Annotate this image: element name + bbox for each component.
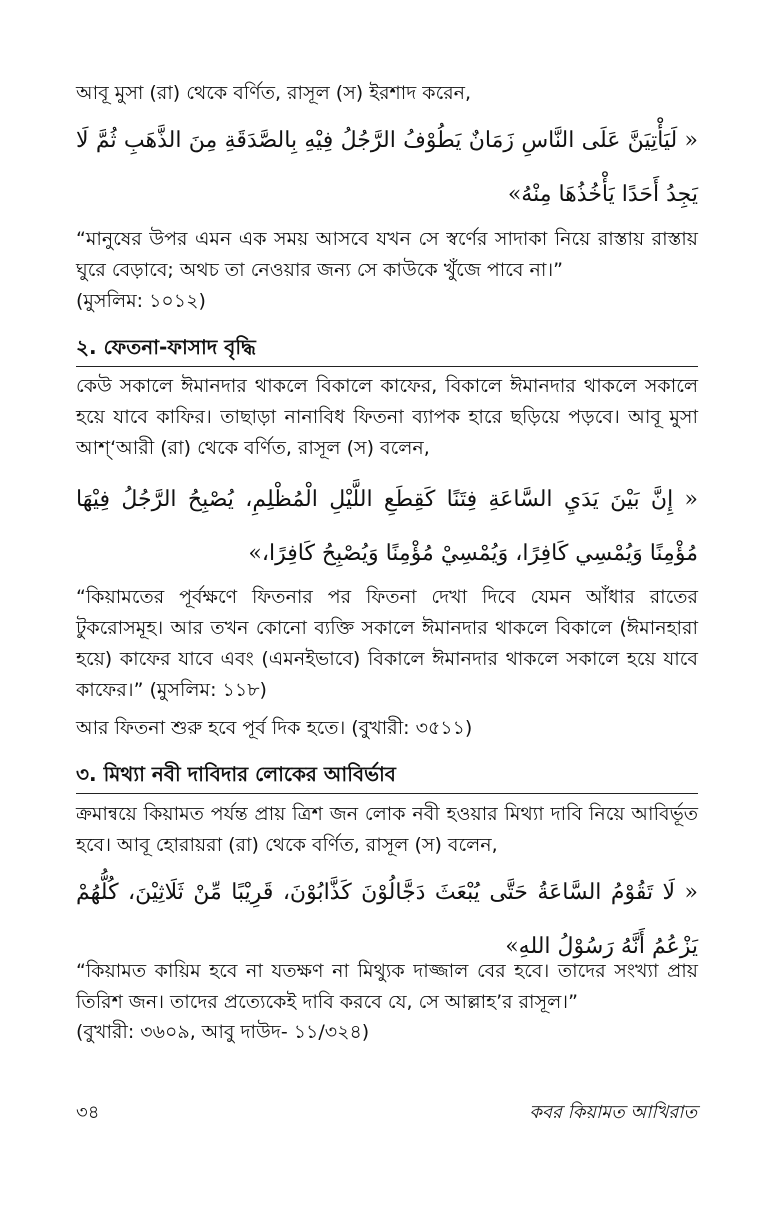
- translation-3: “কিয়ামত কায়িম হবে না যতক্ষণ না মিথ্যুক দাজ্জাল বের হবে। তাদের সংখ্যা প্রায় তিরিশ জন। তাদের প্রত্যেকেই দাবি করবে যে, সে আল্লাহ’র রাসূল।”: [76, 960, 698, 1013]
- translation-2: “কিয়ামতের পূর্বক্ষণে ফিতনার পর ফিতনা দেখা দিবে যেমন আঁধার রাতের টুকরোসমূহ। আর তখন কোনো ব্যক্তি সকালে ঈমানদার থাকলে বিকালে (ঈমানহারা হয়ে) কাফের যাবে এবং (এমনইভাবে) বিকালে ঈমানদার থাকলে সকালে হয়ে যাবে কাফের।” (মুসলিম: ১১৮): [76, 586, 698, 701]
- paragraph-2: কেউ সকালে ঈমানদার থাকলে বিকালে কাফের, বিকালে ঈমানদার থাকলে সকালে হয়ে যাবে কাফির। তাছাড়া নানাবিধ ফিতনা ব্যাপক হারে ছড়িয়ে পড়বে। আবূ মুসা আশ্‘আরী (রা) থেকে বর্ণিত, রাসূল (স) বলেন,: [76, 375, 698, 459]
- page-number: ৩৪: [76, 1102, 100, 1123]
- reference-3: (বুখারী: ৩৬০৯, আবু দাউদ- ১১/৩২৪): [76, 1021, 370, 1043]
- translation-1: “মানুষের উপর এমন এক সময় আসবে যখন সে স্বর্ণের সাদাকা নিয়ে রাস্তায় রাস্তায় ঘুরে বেড়াবে; অথচ তা নেওয়ার জন্য সে কাউকে খুঁজে পাবে না।”: [76, 228, 698, 281]
- arabic-hadith-1: « لَيَأْتِيَنَّ عَلَى النَّاسِ زَمَانٌ يَطُوْفُ الرَّجُلُ فِيْهِ بِالصَّدَقَةِ مِنَ الذَّهَبِ ثُمَّ لَا يَجِدُ أَحَدًا يَأْخُذُهَا مِنْهُ»: [76, 128, 698, 207]
- reference-1: (মুসলিম: ১০১২): [76, 290, 206, 312]
- intro-text: আবূ মুসা (রা) থেকে বর্ণিত, রাসূল (স) ইরশাদ করেন,: [76, 82, 472, 104]
- arabic-hadith-3: « لَا تَقُوْمُ السَّاعَةُ حَتَّى يُبْعَثَ دَجَّالُوْنَ كَذَّابُوْنَ، قَرِيْبًا مِّنْ ثَلَاثِيْنَ، كُلُّهُمْ يَزْعُمُ أَنَّهُ رَسُوْلُ اللهِ»: [76, 880, 698, 959]
- paragraph-3: ক্রমান্বয়ে কিয়ামত পর্যন্ত প্রায় ত্রিশ জন লোক নবী হওয়ার মিথ্যা দাবি নিয়ে আবির্ভূত হবে। আবূ হোরায়রা (রা) থেকে বর্ণিত, রাসূল (স) বলেন,: [76, 803, 698, 856]
- book-title: কবর কিয়ামত আখিরাত: [529, 1102, 697, 1123]
- paragraph-2b: আর ফিতনা শুরু হবে পূর্ব দিক হতে। (বুখারী: ৩৫১১): [76, 717, 473, 739]
- heading-3-divider: [76, 793, 698, 794]
- heading-2-divider: [76, 366, 698, 367]
- section-heading-2: ২. ফেতনা-ফাসাদ বৃদ্ধি: [76, 335, 256, 359]
- section-heading-3: ৩. মিথ্যা নবী দাবিদার লোকের আবির্ভাব: [76, 762, 396, 786]
- arabic-hadith-2: « إِنَّ بَيْنَ يَدَيِ السَّاعَةِ فِتَنًا كَقِطَعِ اللَّيْلِ الْمُظْلِمِ، يُصْبِحُ الرَّجُلُ فِيْهَا مُؤْمِنًا وَيُمْسِي كَافِرًا، وَيُمْسِيْ مُؤْمِنًا وَيُصْبِحُ كَافِرًا،»: [76, 487, 698, 566]
